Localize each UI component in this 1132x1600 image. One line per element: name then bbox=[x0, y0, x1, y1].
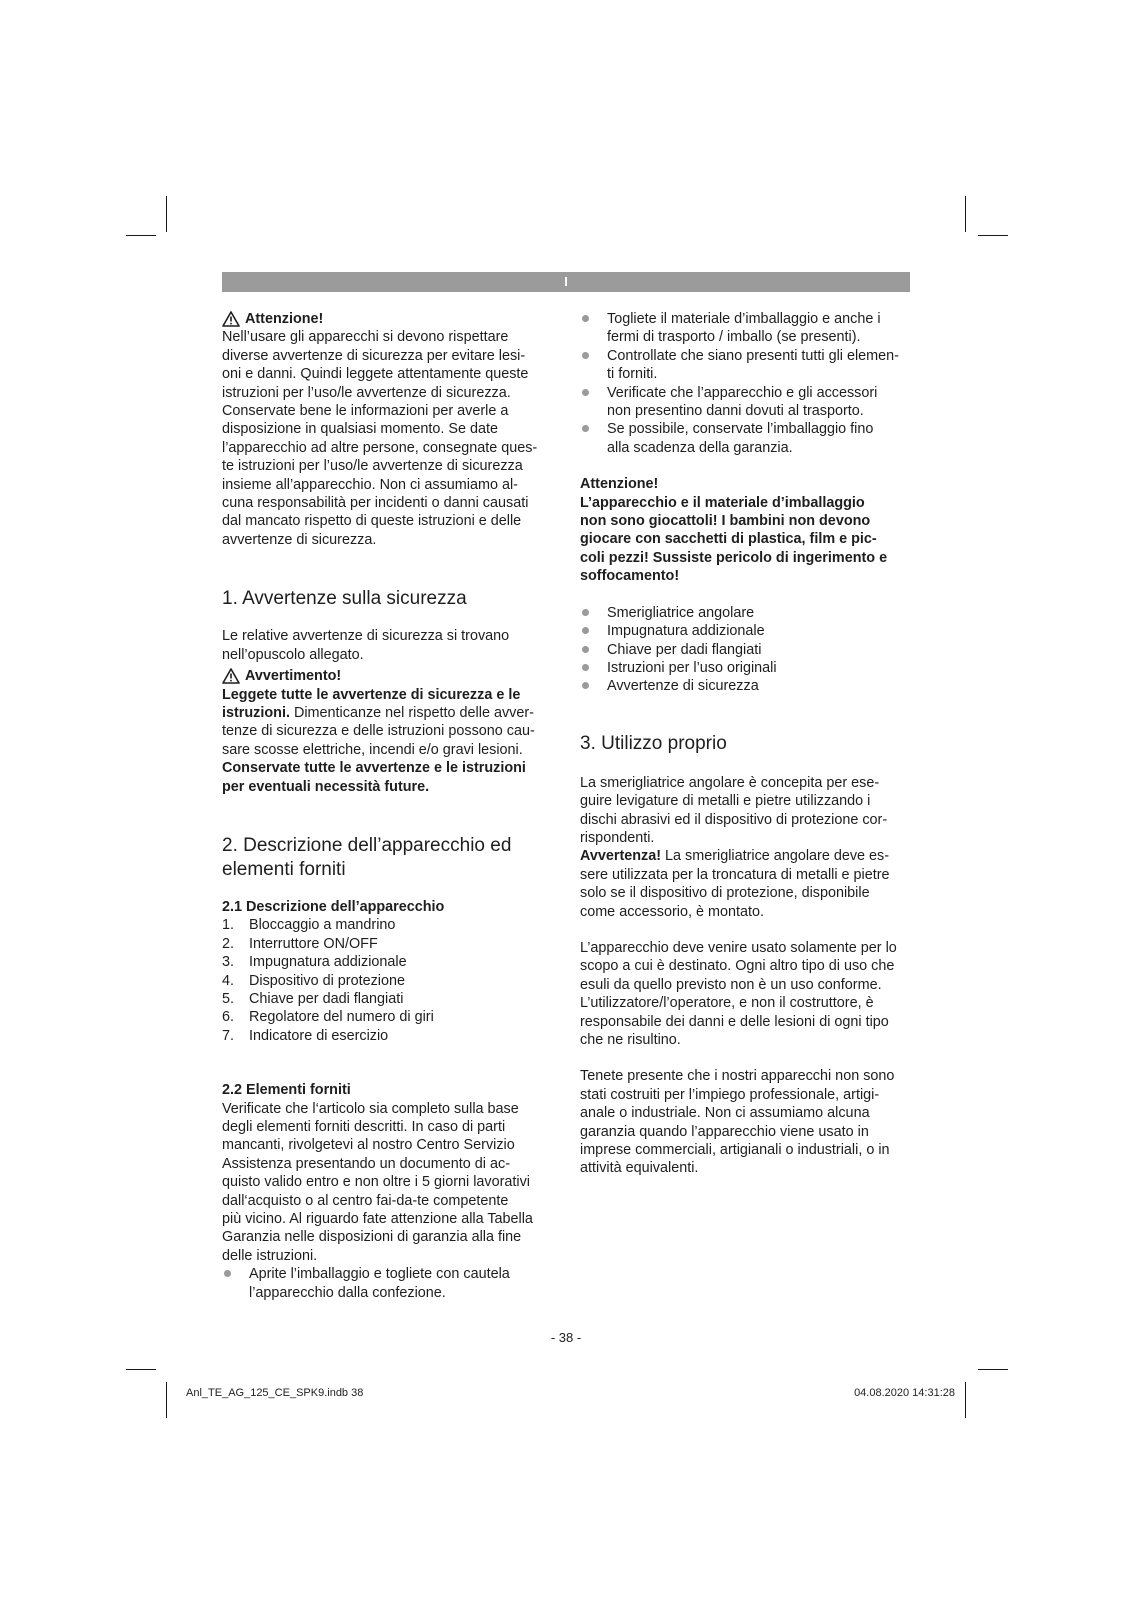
list-item: Smerigliatrice angolare bbox=[580, 604, 908, 622]
list-item: 4. Dispositivo di protezione bbox=[222, 972, 405, 989]
bullet-icon bbox=[582, 682, 589, 689]
section-1-intro: Le relative avvertenze di sicurezza si trovano nell’opuscolo allegato. bbox=[222, 628, 510, 663]
supplied-items-list bbox=[580, 604, 908, 696]
crop-mark bbox=[166, 1382, 167, 1418]
subsection-2-2-text: Verificate che l‘articolo sia completo sulla base degli elementi forniti descritti. In caso di parti mancanti, rivolgetevi al nostro Centro Servizio Assistenza presentando un documento di ac- quisto valido entro e non oltre i 5 giorni lavorativi dall‘acquisto o al centro fai-da-te competente più vicino. Al riguardo fate attenzione alla Tabella Garanzia nelle disposizioni di garanzia alla fine delle istruzioni. bbox=[222, 1100, 533, 1264]
crop-mark bbox=[166, 196, 167, 232]
list-item: Chiave per dadi flangiati bbox=[580, 641, 908, 659]
warning-triangle-icon bbox=[222, 668, 240, 684]
section-2-title: 2. Descrizione dell’apparecchio ed elementi forniti bbox=[222, 834, 512, 880]
list-item: Avvertenze di sicurezza bbox=[580, 677, 908, 695]
warning-triangle-icon bbox=[222, 311, 240, 327]
page-number: - 38 - bbox=[550, 1330, 582, 1345]
section-3-para-3: Tenete presente che i nostri apparecchi non sono stati costruiti per l’impiego professionale, artigi- anale o industriale. Non ci assumiamo alcuna garanzia quando l’apparecchio viene usato in imprese commerciali, artigianali o industriali, o in attività equivalenti. bbox=[580, 1068, 895, 1177]
section-1-title: 1. Avvertenze sulla sicurezza bbox=[222, 588, 467, 610]
section-3-para-1: La smerigliatrice angolare è concepita per ese- guire levigature di metalli e pietre utilizzando i dischi abrasivi ed il dispositivo di protezione cor- rispondenti. Avvertenza! La smerigliatrice angolare deve es- sere utilizzata per la troncatura di metalli e pietre solo se il dispositivo di protezione, disponibile come accessorio, è montato. bbox=[580, 774, 890, 920]
list-item: 7. Indicatore di esercizio bbox=[222, 1027, 389, 1044]
warning-heading: Avvertimento! bbox=[222, 667, 550, 685]
list-item: Se possibile, conservate l’imballaggio fino alla scadenza della garanzia. bbox=[580, 420, 908, 457]
subsection-2-1-title: 2.1 Descrizione dell’apparecchio bbox=[222, 898, 445, 915]
section-3-title: 3. Utilizzo proprio bbox=[580, 732, 727, 754]
right-column bbox=[580, 310, 908, 1178]
unpack-steps-list bbox=[580, 310, 908, 457]
list-item: 2. Interruttore ON/OFF bbox=[222, 935, 378, 952]
section-3-para-2: L’apparecchio deve venire usato solamente per lo scopo a cui è destinato. Ogni altro tipo di uso che esuli da quello previsto non è un uso conforme. L’utilizzatore/l’operatore, e non il costruttore, è responsabile dei danni e delle lesioni di ogni tipo che ne risultino. bbox=[580, 939, 897, 1048]
attention-heading: Attenzione! bbox=[222, 310, 550, 328]
crop-mark bbox=[126, 235, 156, 236]
attention-heading: Attenzione! bbox=[580, 476, 659, 493]
list-item: 3. Impugnatura addizionale bbox=[222, 954, 407, 971]
parts-list bbox=[222, 916, 550, 1045]
bullet-icon bbox=[582, 627, 589, 634]
list-item: 5. Chiave per dadi flangiati bbox=[222, 990, 404, 1007]
bullet-icon bbox=[582, 352, 589, 359]
crop-mark bbox=[965, 196, 966, 232]
list-item: Verificate che l’apparecchio e gli accessori non presentino danni dovuti al trasporto. bbox=[580, 384, 908, 421]
footer-datetime: 04.08.2020 14:31:28 bbox=[854, 1387, 955, 1399]
attention-box: Attenzione! L’apparecchio e il materiale d’imballaggio non sono giocattoli! I bambini non devono giocare con sacchetti di plastica, film e pic- coli pezzi! Sussiste pericolo di ingerimento e soffocamento! bbox=[580, 475, 908, 585]
warning-text: Leggete tutte le avvertenze di sicurezza e le istruzioni. Dimenticanze nel rispetto delle avver- tenze di sicurezza e delle istruzioni possono cau- sare scosse elettriche, incendi e/o gravi lesioni. Conservate tutte le avvertenze e le istruzioni per eventuali necessità future. bbox=[222, 686, 535, 795]
crop-mark bbox=[965, 1382, 966, 1418]
list-item: Istruzioni per l’uso originali bbox=[580, 659, 908, 677]
crop-mark bbox=[126, 1369, 156, 1370]
bullet-icon bbox=[582, 664, 589, 671]
list-item: Impugnatura addizionale bbox=[580, 622, 908, 640]
bullet-icon bbox=[582, 425, 589, 432]
list-item: Togliete il materiale d’imballaggio e anche i fermi di trasporto / imballo (se presenti). bbox=[580, 310, 908, 347]
attention-text: Nell’usare gli apparecchi si devono rispettare diverse avvertenze di sicurezza per evitare lesi- oni e danni. Quindi leggete attentamente queste istruzioni per l’uso/le avvertenze di sicurezza. Conservate bene le informazioni per averle a disposizione in qualsiasi momento. Se date l’apparecchio ad altre persone, consegnate ques- te istruzioni per l’uso/le avvertenze di sicurezza insieme all’apparecchio. Non ci assumiamo al- cuna responsabilità per incidenti o danni causati dal mancato rispetto di queste istruzioni e delle avvertenze di sicurezza. bbox=[222, 329, 538, 548]
list-item: 1. Bloccaggio a mandrino bbox=[222, 917, 396, 934]
footer-file-name: Anl_TE_AG_125_CE_SPK9.indb 38 bbox=[186, 1387, 364, 1399]
left-column bbox=[222, 310, 550, 1302]
list-item: 6. Regolatore del numero di giri bbox=[222, 1009, 434, 1026]
bullet-icon bbox=[582, 646, 589, 653]
bullet-icon bbox=[582, 389, 589, 396]
list-item: Aprite l’imballaggio e togliete con cautela l’apparecchio dalla confezione. bbox=[222, 1265, 550, 1302]
unpack-list bbox=[222, 1265, 550, 1302]
list-item: Controllate che siano presenti tutti gli elemen- ti forniti. bbox=[580, 347, 908, 384]
bullet-icon bbox=[582, 609, 589, 616]
language-tab: I bbox=[222, 272, 910, 292]
crop-mark bbox=[978, 1369, 1008, 1370]
bullet-icon bbox=[582, 315, 589, 322]
subsection-2-2-title: 2.2 Elementi forniti bbox=[222, 1082, 351, 1099]
crop-mark bbox=[978, 235, 1008, 236]
bullet-icon bbox=[224, 1270, 231, 1277]
